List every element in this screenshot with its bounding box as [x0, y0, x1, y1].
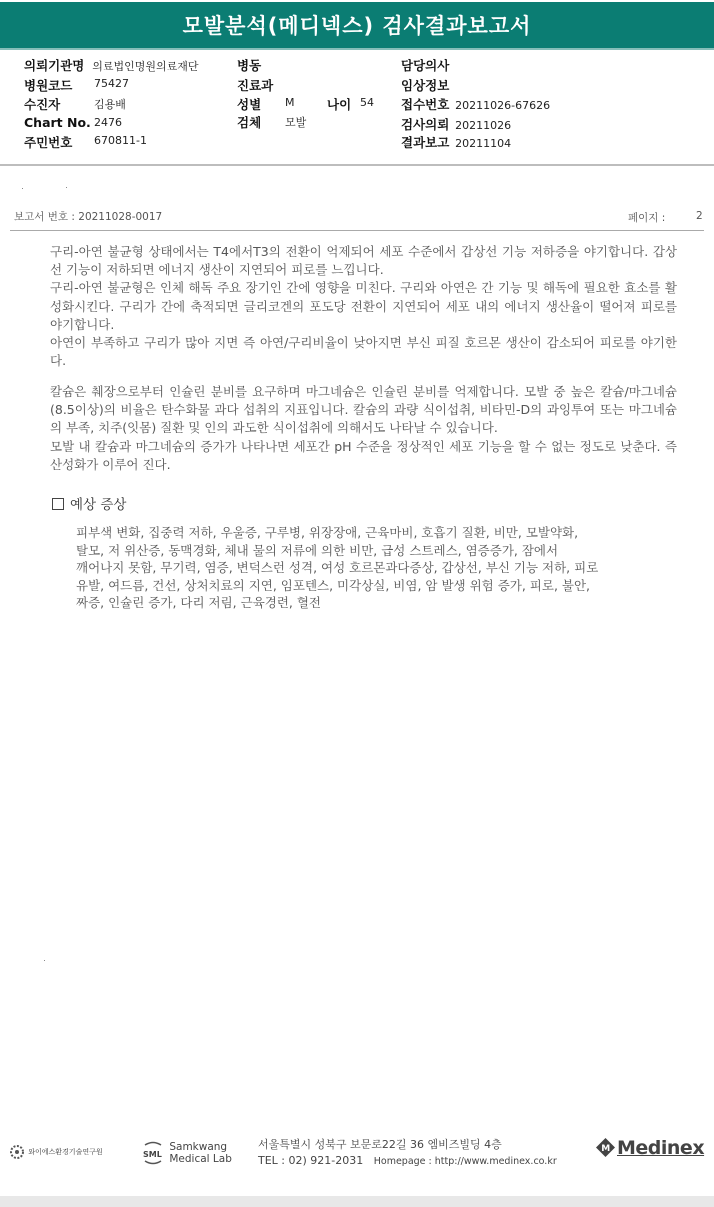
examinee-row	[24, 95, 126, 113]
chart-no-value: 2476	[94, 116, 122, 129]
request-value: 20211026	[455, 119, 512, 132]
paragraph: 칼슘은 췌장으로부터 인슐린 분비를 요구하며 마그네슘은 인슐린 분비를 억제합니다. 모발 중 높은 칼슘/마그네슘(8.5이상)의 비율은 탄수화물 과다 섭취의 지표입니다. 칼슘의 과량 식이섭취, 비타민-D의 과잉투여 또는 마그네슘의 부족, 치주(잇몸) 질환 및 인의 과도한 식이섭취에 의해서도 나타날 수 있습니다.	[50, 384, 677, 436]
paragraph-block-2	[50, 383, 677, 474]
examinee-value: 김용배	[94, 98, 126, 111]
resident-no-label: 주민번호	[24, 135, 73, 150]
paragraph: 아연이 부족하고 구리가 많아 지면 즉 아연/구리비율이 낮아지면 부신 피질 호르몬 생산이 감소되어 피로를 야기한다.	[50, 335, 677, 369]
svg-text:M: M	[601, 1144, 610, 1154]
ys-institute-icon	[8, 1143, 26, 1161]
report-title: 모발분석(메디넥스) 검사결과보고서	[0, 2, 714, 48]
chart-no-row	[24, 115, 122, 130]
samkwang-name: Samkwang	[169, 1141, 228, 1153]
institution-row	[24, 56, 198, 74]
section-title: 예상 증상	[70, 497, 127, 513]
resident-no-value: 670811-1	[94, 134, 147, 147]
report-number: 보고서 번호 : 20211028-0017	[14, 211, 163, 223]
chart-no-label: Chart No.	[24, 115, 91, 130]
specimen-label: 검체	[237, 115, 262, 130]
request-label: 검사의뢰	[401, 117, 450, 132]
symptom-line: 짜증, 인슐린 증가, 다리 저림, 근육경련, 혈전	[76, 595, 322, 610]
info-divider	[0, 164, 714, 166]
ward-row	[237, 56, 261, 74]
hospital-code-value: 75427	[94, 77, 129, 90]
receipt-label: 접수번호	[401, 97, 450, 112]
report-row	[401, 133, 511, 151]
doctor-row	[401, 56, 449, 74]
medinex-diamond-icon	[596, 1138, 615, 1157]
paragraph: 모발 내 칼슘과 마그네슘의 증가가 나타나면 세포간 pH 수준을 정상적인 세포 기능을 할 수 없는 정도로 낮춘다. 즉 산성화가 이루어 진다.	[50, 438, 677, 472]
clinical-row	[401, 76, 449, 94]
specimen-row	[237, 113, 307, 131]
dept-label: 진료과	[237, 78, 274, 93]
symptom-line: 피부색 변화, 집중력 저하, 우울증, 구루병, 위장장애, 근육마비, 호흡기 질환, 비만, 모발약화,	[76, 525, 579, 540]
sex-age-row	[237, 95, 374, 113]
paragraph-block-1	[50, 243, 677, 370]
address-text: 서울특별시 성북구 보문로22길 36 엠비즈빌딩 4층	[258, 1138, 502, 1151]
paragraph: 구리-아연 불균형 상태에서는 T4에서T3의 전환이 억제되어 세포 수준에서 갑상선 기능 저하증을 야기합니다. 갑상선 기능이 저하되면 에너지 생산이 지연되어 피로를 느낍니다.	[50, 244, 677, 278]
clinical-label: 임상정보	[401, 78, 450, 93]
receipt-value: 20211026-67626	[455, 99, 551, 112]
sml-abbr: SML	[143, 1150, 162, 1159]
report-value: 20211104	[455, 137, 512, 150]
hospital-code-label: 병원코드	[24, 78, 73, 93]
address-block	[258, 1137, 557, 1170]
age-label: 나이	[327, 97, 352, 112]
sex-label: 성별	[237, 97, 262, 112]
footer-band	[0, 1196, 714, 1207]
request-row	[401, 115, 511, 133]
medinex-logo	[596, 1137, 704, 1159]
symptom-line: 탈모, 저 위산증, 동맥경화, 체내 물의 저류에 의한 비만, 급성 스트레스, 염증증가, 잠에서	[76, 542, 559, 558]
section-heading	[52, 493, 126, 513]
scan-dot	[44, 960, 45, 961]
specimen-value: 모발	[285, 116, 307, 129]
hospital-code-row	[24, 76, 129, 94]
examinee-label: 수진자	[24, 97, 61, 112]
medinex-wordmark: Medinex	[617, 1137, 705, 1159]
symptom-line: 유발, 여드름, 건선, 상처치료의 지연, 임포텐스, 미각상실, 비염, 암 발생 위험 증가, 피로, 불안,	[76, 577, 591, 593]
medical-lab-name: Medical Lab	[169, 1153, 232, 1165]
institution-value: 의료법인명원의료재단	[92, 60, 199, 73]
symptom-line: 깨어나지 못함, 무기력, 염증, 변덕스런 성격, 여성 호르몬과다증상, 갑상선, 부신 기능 저하, 피로	[76, 560, 599, 575]
receipt-row	[401, 95, 550, 113]
tel-text: TEL : 02) 921-2031	[258, 1154, 364, 1167]
checkbox-square-icon	[52, 498, 64, 510]
homepage-link[interactable]: Homepage : http://www.medinex.co.kr	[373, 1156, 557, 1167]
scan-dot	[22, 188, 23, 189]
sex-value: M	[285, 96, 295, 109]
institution-label: 의뢰기관명	[24, 58, 85, 73]
page-label: 페이지 :	[628, 212, 666, 224]
ys-institute-name: 와이에스환경기술연구원	[28, 1148, 103, 1156]
doctor-label: 담당의사	[401, 58, 450, 73]
patient-info-block	[0, 50, 714, 165]
age-value: 54	[360, 96, 374, 109]
samkwang-logo	[142, 1141, 232, 1168]
paragraph: 구리-아연 불균형은 인체 해독 주요 장기인 간에 영향을 미친다. 구리와 아연은 간 기능 및 해독에 필요한 효소를 활성화시킨다. 구리가 간에 축적되면 글리코겐의 포도당 전환이 지연되어 세포 내의 에너지 생산율이 떨어져 피로를 야기합니다.	[50, 280, 677, 332]
report-label: 결과보고	[401, 135, 450, 150]
meta-divider	[10, 230, 704, 231]
ward-label: 병동	[237, 58, 262, 73]
scan-dot	[66, 187, 67, 188]
page-number: 2	[696, 210, 703, 222]
dept-row	[237, 76, 273, 94]
resident-no-row	[24, 133, 147, 151]
ys-institute-logo	[8, 1143, 103, 1161]
symptom-list	[76, 524, 676, 612]
